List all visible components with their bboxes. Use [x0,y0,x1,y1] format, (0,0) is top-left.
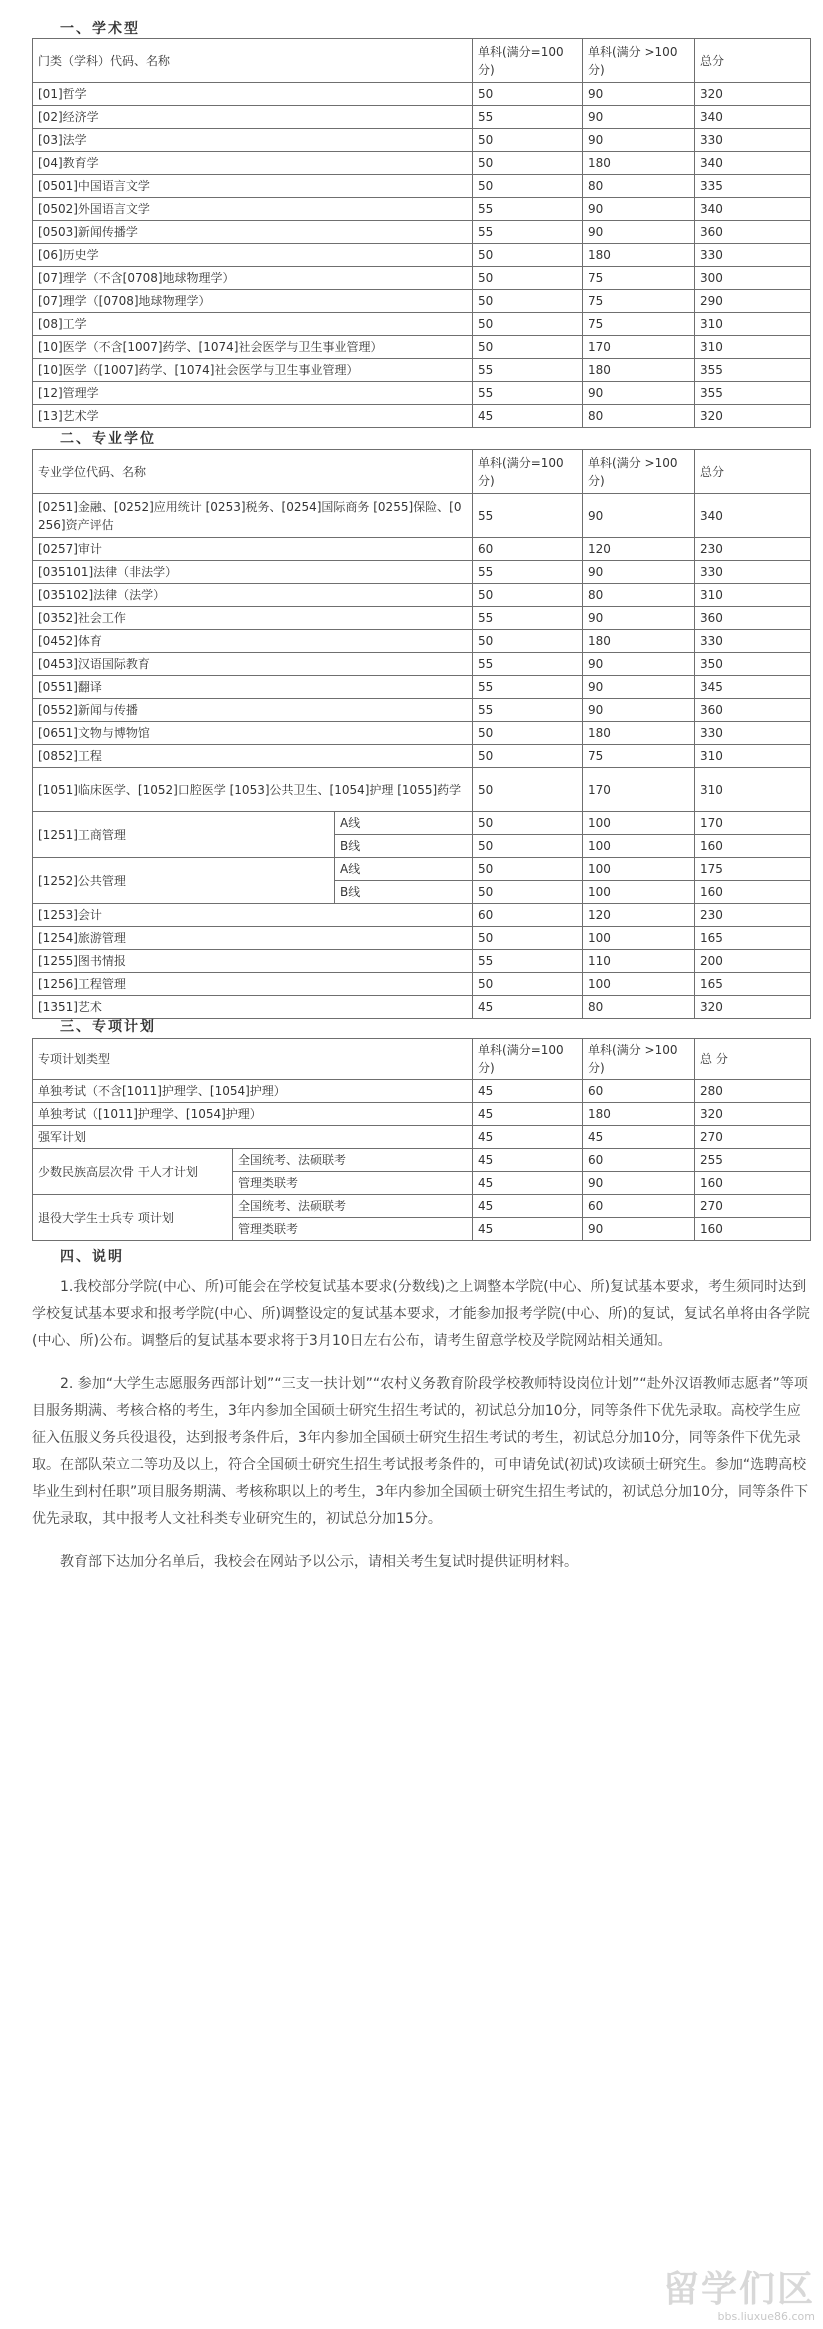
single-subject-100: 50 [473,267,583,290]
total-score: 270 [695,1126,811,1149]
single-subject-over-100: 90 [583,106,695,129]
exam-type: 管理类联考 [233,1218,473,1241]
total-score: 335 [695,175,811,198]
total-score: 170 [695,812,811,835]
single-subject-100: 50 [473,881,583,904]
table-row [33,812,811,835]
single-subject-100: 50 [473,152,583,175]
total-score: 160 [695,835,811,858]
single-subject-100: 45 [473,1195,583,1218]
single-subject-100: 55 [473,494,583,538]
total-score: 300 [695,267,811,290]
single-subject-100: 45 [473,996,583,1019]
professional-score-table [32,449,811,1019]
total-score: 360 [695,607,811,630]
table-row [33,768,811,812]
single-subject-100: 50 [473,313,583,336]
table-row [33,405,811,428]
single-subject-over-100: 110 [583,950,695,973]
table-row [33,198,811,221]
table-row [33,152,811,175]
single-subject-100: 50 [473,927,583,950]
single-subject-100: 50 [473,835,583,858]
degree-name: [1256]工程管理 [33,973,473,996]
degree-name: [0651]文物与博物馆 [33,722,473,745]
table-row [33,313,811,336]
total-score: 340 [695,152,811,175]
single-subject-over-100: 180 [583,359,695,382]
table-row [33,653,811,676]
table-row [33,175,811,198]
total-score: 340 [695,494,811,538]
single-subject-over-100: 90 [583,494,695,538]
watermark-brand: 留学们区 [662,2269,815,2310]
single-subject-100: 55 [473,607,583,630]
discipline-name: [03]法学 [33,129,473,152]
degree-name: [1051]临床医学、[1052]口腔医学 [1053]公共卫生、[1054]护理 [1055]药学 [33,768,473,812]
plan-type: 单独考试（[1011]护理学、[1054]护理） [33,1103,473,1126]
header-cell: 专项计划类型 [33,1039,473,1080]
single-subject-100: 50 [473,129,583,152]
section-1-title: 一、学术型 [60,21,140,37]
total-score: 330 [695,561,811,584]
single-subject-100: 55 [473,561,583,584]
table-row [33,927,811,950]
single-subject-over-100: 180 [583,244,695,267]
header-cell: 单科(满分 >100分) [583,39,695,83]
table-row [33,973,811,996]
discipline-name: [02]经济学 [33,106,473,129]
plan-type: 少数民族高层次骨 干人才计划 [33,1149,233,1195]
total-score: 280 [695,1080,811,1103]
discipline-name: [06]历史学 [33,244,473,267]
table-row [33,290,811,313]
single-subject-100: 55 [473,106,583,129]
degree-name: [1254]旅游管理 [33,927,473,950]
degree-name: [0257]审计 [33,538,473,561]
single-subject-over-100: 90 [583,1172,695,1195]
single-subject-over-100: 90 [583,607,695,630]
table-header-row [33,1039,811,1080]
degree-name: [1253]会计 [33,904,473,927]
single-subject-100: 55 [473,198,583,221]
table-row [33,722,811,745]
table-row [33,1080,811,1103]
table-row [33,904,811,927]
single-subject-over-100: 100 [583,835,695,858]
single-subject-100: 45 [473,1080,583,1103]
total-score: 350 [695,653,811,676]
total-score: 330 [695,244,811,267]
single-subject-over-100: 120 [583,538,695,561]
single-subject-over-100: 75 [583,313,695,336]
degree-name: [1351]艺术 [33,996,473,1019]
single-subject-over-100: 170 [583,768,695,812]
single-subject-over-100: 180 [583,152,695,175]
table-header-row [33,450,811,494]
plan-type: 单独考试（不含[1011]护理学、[1054]护理） [33,1080,473,1103]
discipline-name: [07]理学（[0708]地球物理学） [33,290,473,313]
total-score: 230 [695,538,811,561]
total-score: 360 [695,221,811,244]
degree-name: [0551]翻译 [33,676,473,699]
table-row [33,858,811,881]
line-type: A线 [335,812,473,835]
section-4-title: 四、说明 [60,1249,124,1265]
table-row [33,382,811,405]
single-subject-100: 50 [473,722,583,745]
table-row [33,494,811,538]
single-subject-100: 50 [473,973,583,996]
total-score: 320 [695,1103,811,1126]
total-score: 165 [695,927,811,950]
single-subject-100: 50 [473,768,583,812]
single-subject-100: 45 [473,1103,583,1126]
watermark [663,2270,815,2323]
single-subject-100: 45 [473,405,583,428]
single-subject-100: 55 [473,950,583,973]
total-score: 330 [695,722,811,745]
header-cell: 单科(满分=100分) [473,1039,583,1080]
table-row [33,359,811,382]
total-score: 230 [695,904,811,927]
total-score: 310 [695,584,811,607]
single-subject-over-100: 90 [583,699,695,722]
table-row [33,1103,811,1126]
total-score: 160 [695,1218,811,1241]
degree-name: [1255]图书情报 [33,950,473,973]
discipline-name: [10]医学（不含[1007]药学、[1074]社会医学与卫生事业管理） [33,336,473,359]
discipline-name: [0502]外国语言文学 [33,198,473,221]
total-score: 165 [695,973,811,996]
single-subject-over-100: 75 [583,745,695,768]
table-row [33,584,811,607]
single-subject-over-100: 180 [583,630,695,653]
single-subject-100: 60 [473,904,583,927]
degree-name: [0352]社会工作 [33,607,473,630]
single-subject-over-100: 80 [583,405,695,428]
table-row [33,699,811,722]
degree-name: [1252]公共管理 [33,858,335,904]
single-subject-100: 55 [473,676,583,699]
table-row [33,129,811,152]
degree-name: [0452]体育 [33,630,473,653]
line-type: B线 [335,835,473,858]
header-cell: 单科(满分=100分) [473,450,583,494]
discipline-name: [08]工学 [33,313,473,336]
total-score: 355 [695,382,811,405]
degree-name: [035101]法律（非法学） [33,561,473,584]
total-score: 160 [695,1172,811,1195]
single-subject-over-100: 90 [583,382,695,405]
table-row [33,244,811,267]
degree-name: [0453]汉语国际教育 [33,653,473,676]
single-subject-100: 55 [473,221,583,244]
single-subject-100: 45 [473,1149,583,1172]
header-cell: 单科(满分 >100分) [583,1039,695,1080]
total-score: 270 [695,1195,811,1218]
degree-name: [035102]法律（法学） [33,584,473,607]
table-row [33,561,811,584]
single-subject-over-100: 60 [583,1080,695,1103]
section-2-title: 二、专业学位 [60,431,156,447]
total-score: 160 [695,881,811,904]
single-subject-over-100: 80 [583,175,695,198]
table-row [33,630,811,653]
plan-type: 退役大学生士兵专 项计划 [33,1195,233,1241]
total-score: 310 [695,768,811,812]
degree-name: [0552]新闻与传播 [33,699,473,722]
exam-type: 全国统考、法硕联考 [233,1149,473,1172]
exam-type: 管理类联考 [233,1172,473,1195]
single-subject-100: 50 [473,812,583,835]
degree-name: [0852]工程 [33,745,473,768]
table-row [33,83,811,106]
table-row [33,950,811,973]
header-cell: 总分 [695,450,811,494]
single-subject-100: 50 [473,244,583,267]
single-subject-over-100: 90 [583,676,695,699]
single-subject-over-100: 170 [583,336,695,359]
table-row [33,221,811,244]
discipline-name: [04]教育学 [33,152,473,175]
header-cell: 单科(满分 >100分) [583,450,695,494]
total-score: 175 [695,858,811,881]
discipline-name: [13]艺术学 [33,405,473,428]
header-cell: 专业学位代码、名称 [33,450,473,494]
single-subject-100: 50 [473,175,583,198]
single-subject-100: 45 [473,1218,583,1241]
header-cell: 总 分 [695,1039,811,1080]
note-paragraph: 2. 参加“大学生志愿服务西部计划”“三支一扶计划”“农村义务教育阶段学校教师特设岗位计划”“赴外汉语教师志愿者”等项目服务期满、考核合格的考生，3年内参加全国硕士研究生招生考试的，初试总分加10分，同等条件下优先录取。高校学生应征入伍服义务兵役退役，达到报考条件后，3年内参加全国硕士研究生招生考试的考生，初试总分加10分，同等条件下优先录取。在部队荣立二等功及以上，符合全国硕士研究生招生考试报考条件的，可申请免试(初试)攻读硕士研究生。参加“选聘高校毕业生到村任职”项目服务期满、考核称职以上的考生，3年内参加全国硕士研究生招生考试的，初试总分加10分，同等条件下优先录取，其中报考人文社科类专业研究生的，初试总分加15分。 [32,1376,808,1527]
single-subject-100: 45 [473,1172,583,1195]
plan-type: 强军计划 [33,1126,473,1149]
single-subject-100: 50 [473,630,583,653]
single-subject-over-100: 90 [583,129,695,152]
single-subject-over-100: 90 [583,198,695,221]
line-type: B线 [335,881,473,904]
single-subject-over-100: 45 [583,1126,695,1149]
total-score: 320 [695,405,811,428]
notes [32,1274,810,1592]
single-subject-100: 50 [473,83,583,106]
table-row [33,106,811,129]
header-cell: 单科(满分=100分) [473,39,583,83]
total-score: 330 [695,630,811,653]
line-type: A线 [335,858,473,881]
single-subject-over-100: 100 [583,927,695,950]
total-score: 310 [695,313,811,336]
single-subject-100: 50 [473,336,583,359]
total-score: 340 [695,198,811,221]
total-score: 360 [695,699,811,722]
single-subject-100: 45 [473,1126,583,1149]
single-subject-over-100: 180 [583,1103,695,1126]
table-row [33,676,811,699]
total-score: 200 [695,950,811,973]
single-subject-over-100: 80 [583,996,695,1019]
single-subject-over-100: 100 [583,812,695,835]
discipline-name: [12]管理学 [33,382,473,405]
single-subject-100: 50 [473,858,583,881]
single-subject-over-100: 75 [583,290,695,313]
header-cell: 门类（学科）代码、名称 [33,39,473,83]
total-score: 255 [695,1149,811,1172]
discipline-name: [01]哲学 [33,83,473,106]
total-score: 330 [695,129,811,152]
total-score: 310 [695,745,811,768]
table-row [33,1195,811,1218]
total-score: 290 [695,290,811,313]
header-cell: 总分 [695,39,811,83]
total-score: 340 [695,106,811,129]
table-header-row [33,39,811,83]
single-subject-over-100: 80 [583,584,695,607]
total-score: 320 [695,83,811,106]
single-subject-100: 55 [473,699,583,722]
academic-score-table [32,38,811,428]
single-subject-100: 50 [473,584,583,607]
table-row [33,607,811,630]
single-subject-over-100: 90 [583,1218,695,1241]
discipline-name: [10]医学（[1007]药学、[1074]社会医学与卫生事业管理） [33,359,473,382]
table-row [33,1126,811,1149]
single-subject-over-100: 100 [583,881,695,904]
single-subject-100: 55 [473,359,583,382]
special-plan-score-table [32,1038,811,1241]
table-row [33,1149,811,1172]
section-3-title: 三、专项计划 [60,1019,156,1035]
table-row [33,267,811,290]
table-row [33,336,811,359]
single-subject-over-100: 60 [583,1195,695,1218]
single-subject-over-100: 90 [583,561,695,584]
degree-name: [0251]金融、[0252]应用统计 [0253]税务、[0254]国际商务 [0255]保险、[0256]资产评估 [33,494,473,538]
table-row [33,745,811,768]
single-subject-over-100: 100 [583,973,695,996]
single-subject-100: 50 [473,290,583,313]
discipline-name: [0503]新闻传播学 [33,221,473,244]
single-subject-100: 50 [473,745,583,768]
single-subject-over-100: 90 [583,83,695,106]
discipline-name: [0501]中国语言文学 [33,175,473,198]
watermark-url: bbs.liuxue86.com [717,2310,815,2323]
total-score: 320 [695,996,811,1019]
table-row [33,538,811,561]
total-score: 310 [695,336,811,359]
single-subject-over-100: 75 [583,267,695,290]
single-subject-over-100: 100 [583,858,695,881]
discipline-name: [07]理学（不含[0708]地球物理学） [33,267,473,290]
total-score: 355 [695,359,811,382]
single-subject-over-100: 90 [583,653,695,676]
single-subject-over-100: 90 [583,221,695,244]
single-subject-over-100: 120 [583,904,695,927]
single-subject-over-100: 60 [583,1149,695,1172]
degree-name: [1251]工商管理 [33,812,335,858]
exam-type: 全国统考、法硕联考 [233,1195,473,1218]
total-score: 345 [695,676,811,699]
single-subject-over-100: 180 [583,722,695,745]
single-subject-100: 60 [473,538,583,561]
note-paragraph: 教育部下达加分名单后，我校会在网站予以公示，请相关考生复试时提供证明材料。 [60,1554,578,1570]
single-subject-100: 55 [473,382,583,405]
note-paragraph: 1.我校部分学院(中心、所)可能会在学校复试基本要求(分数线)之上调整本学院(中心、所)复试基本要求，考生须同时达到学校复试基本要求和报考学院(中心、所)调整设定的复试基本要求，才能参加报考学院(中心、所)的复试，复试名单将由各学院(中心、所)公布。调整后的复试基本要求将于3月10日左右公布，请考生留意学校及学院网站相关通知。 [32,1279,810,1349]
single-subject-100: 55 [473,653,583,676]
